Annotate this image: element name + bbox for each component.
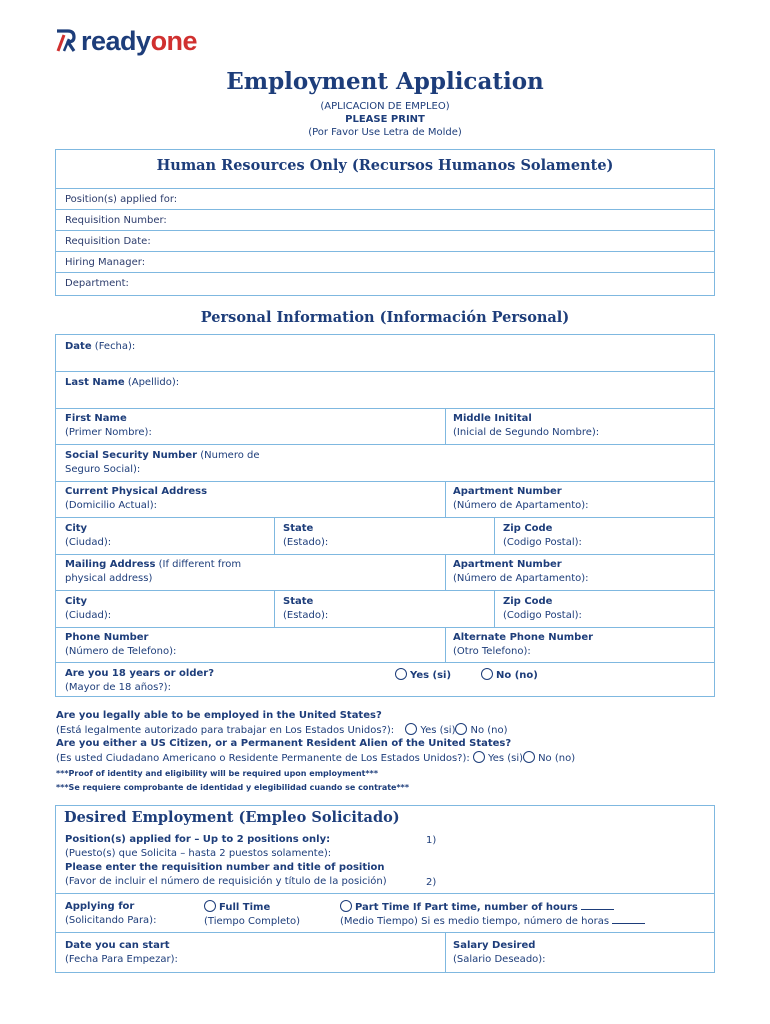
please-print-spanish: (Por Favor Use Letra de Molde) (308, 127, 462, 138)
legal1-no-label: No (no) (470, 725, 508, 736)
hr-position-field[interactable]: Position(s) applied for: (56, 188, 714, 209)
title-spanish: (APLICACION DE EMPLEO) (320, 101, 450, 112)
mailing-state-field[interactable]: State (Estado): (283, 596, 329, 621)
state-field[interactable]: State (Estado): (283, 523, 329, 548)
please-print: PLEASE PRINT (345, 114, 425, 125)
hr-department-field[interactable]: Department: (56, 272, 714, 294)
age-yes-option[interactable]: Yes (si) (395, 668, 451, 683)
hr-only-section (55, 149, 715, 296)
date-field[interactable]: Date (Fecha): (65, 341, 136, 352)
hr-hiring-manager-field[interactable]: Hiring Manager: (56, 251, 714, 272)
personal-info-title: Personal Information (Información Personal) (200, 309, 570, 326)
legal-question-2: Are you either a US Citizen, or a Permanent Resident Alien of the United States? (56, 738, 512, 749)
part-time-hours-input[interactable] (612, 915, 645, 924)
apartment-number-field[interactable]: Apartment Number (Número de Apartamento): (453, 486, 589, 511)
proof-note-spanish: ***Se requiere comprobante de identidad y elegibilidad cuando se contrate*** (56, 783, 410, 792)
part-time-option[interactable]: Part Time If Part time, number of hours (Medio Tiempo) Si es medio tiempo, número de horas (340, 900, 645, 929)
phone-number-field[interactable]: Phone Number (Número de Telefono): (65, 632, 177, 657)
hr-requisition-date-field[interactable]: Requisition Date: (56, 230, 714, 251)
city-field[interactable]: City (Ciudad): (65, 523, 112, 548)
applying-for-label: Applying for (Solicitando Para): (65, 901, 157, 926)
legal-question-2-spanish: (Es usted Ciudadano Americano o Residente Permanente de Los Estados Unidos?): Yes (si) No (no) (56, 753, 576, 764)
hr-requisition-number-field[interactable]: Requisition Number: (56, 209, 714, 230)
radio-icon[interactable] (395, 668, 407, 680)
alternate-phone-field[interactable]: Alternate Phone Number (Otro Telefono): (453, 632, 594, 657)
physical-address-field[interactable]: Current Physical Address (Domicilio Actual): (65, 486, 208, 511)
mailing-address-field[interactable]: Mailing Address (If different from physical address) (65, 559, 242, 584)
legal-question-1-spanish: (Está legalmente autorizado para trabajar en Los Estados Unidos?): Yes (si) No (no) (56, 725, 508, 736)
last-name-field[interactable]: Last Name (Apellido): (65, 377, 180, 388)
middle-initial-field[interactable]: Middle Initital (Inicial de Segundo Nombre): (453, 413, 600, 438)
zip-code-field[interactable]: Zip Code (Codigo Postal): (503, 523, 582, 548)
readyone-r-icon (55, 29, 77, 53)
mailing-zip-code-field[interactable]: Zip Code (Codigo Postal): (503, 596, 582, 621)
hr-section-title: Human Resources Only (Recursos Humanos Solamente) (156, 157, 614, 174)
age-no-option[interactable]: No (no) (481, 668, 538, 683)
logo-brand-ready: ready (81, 25, 151, 56)
full-time-option[interactable]: Full Time (Tiempo Completo) (204, 902, 301, 927)
radio-icon[interactable] (204, 900, 216, 912)
legal1-yes-label: Yes (si) (420, 725, 456, 736)
radio-icon[interactable] (340, 900, 352, 912)
page-title: Employment Application (226, 68, 544, 95)
legal2-yes-label: Yes (si) (487, 753, 524, 764)
legal2-no-label: No (no) (538, 753, 576, 764)
legal2-yes-radio-icon[interactable] (473, 751, 485, 763)
proof-note: ***Proof of identity and eligibility will be required upon employment*** (56, 769, 379, 778)
position-2-field[interactable]: 2) (426, 877, 437, 888)
mailing-apartment-number-field[interactable]: Apartment Number (Número de Apartamento): (453, 559, 589, 584)
age-question: Are you 18 years or older? (Mayor de 18 años?): (65, 668, 214, 693)
radio-icon[interactable] (481, 668, 493, 680)
ssn-field[interactable]: Social Security Number (Numero de Seguro Social): (65, 450, 260, 475)
position-1-field[interactable]: 1) (426, 835, 437, 846)
positions-applied-field[interactable]: Position(s) applied for – Up to 2 positions only: (Puesto(s) que Solicita – hasta 2 puestos solamente): Please enter the requisition number and title of position (Favor de incluir el número de requisición y título de la posición) (65, 834, 387, 887)
legal1-no-radio-icon[interactable] (455, 723, 467, 735)
legal2-no-radio-icon[interactable] (523, 751, 535, 763)
desired-employment-title: Desired Employment (Empleo Solicitado) (64, 809, 400, 826)
start-date-field[interactable]: Date you can start (Fecha Para Empezar): (65, 940, 178, 965)
salary-desired-field[interactable]: Salary Desired (Salario Deseado): (453, 940, 546, 965)
mailing-city-field[interactable]: City (Ciudad): (65, 596, 112, 621)
legal1-yes-radio-icon[interactable] (405, 723, 417, 735)
logo-brand-one: one (150, 25, 198, 56)
legal-question-1: Are you legally able to be employed in the United States? (56, 710, 382, 721)
first-name-field[interactable]: First Name (Primer Nombre): (65, 413, 152, 438)
readyone-logo (55, 26, 197, 56)
